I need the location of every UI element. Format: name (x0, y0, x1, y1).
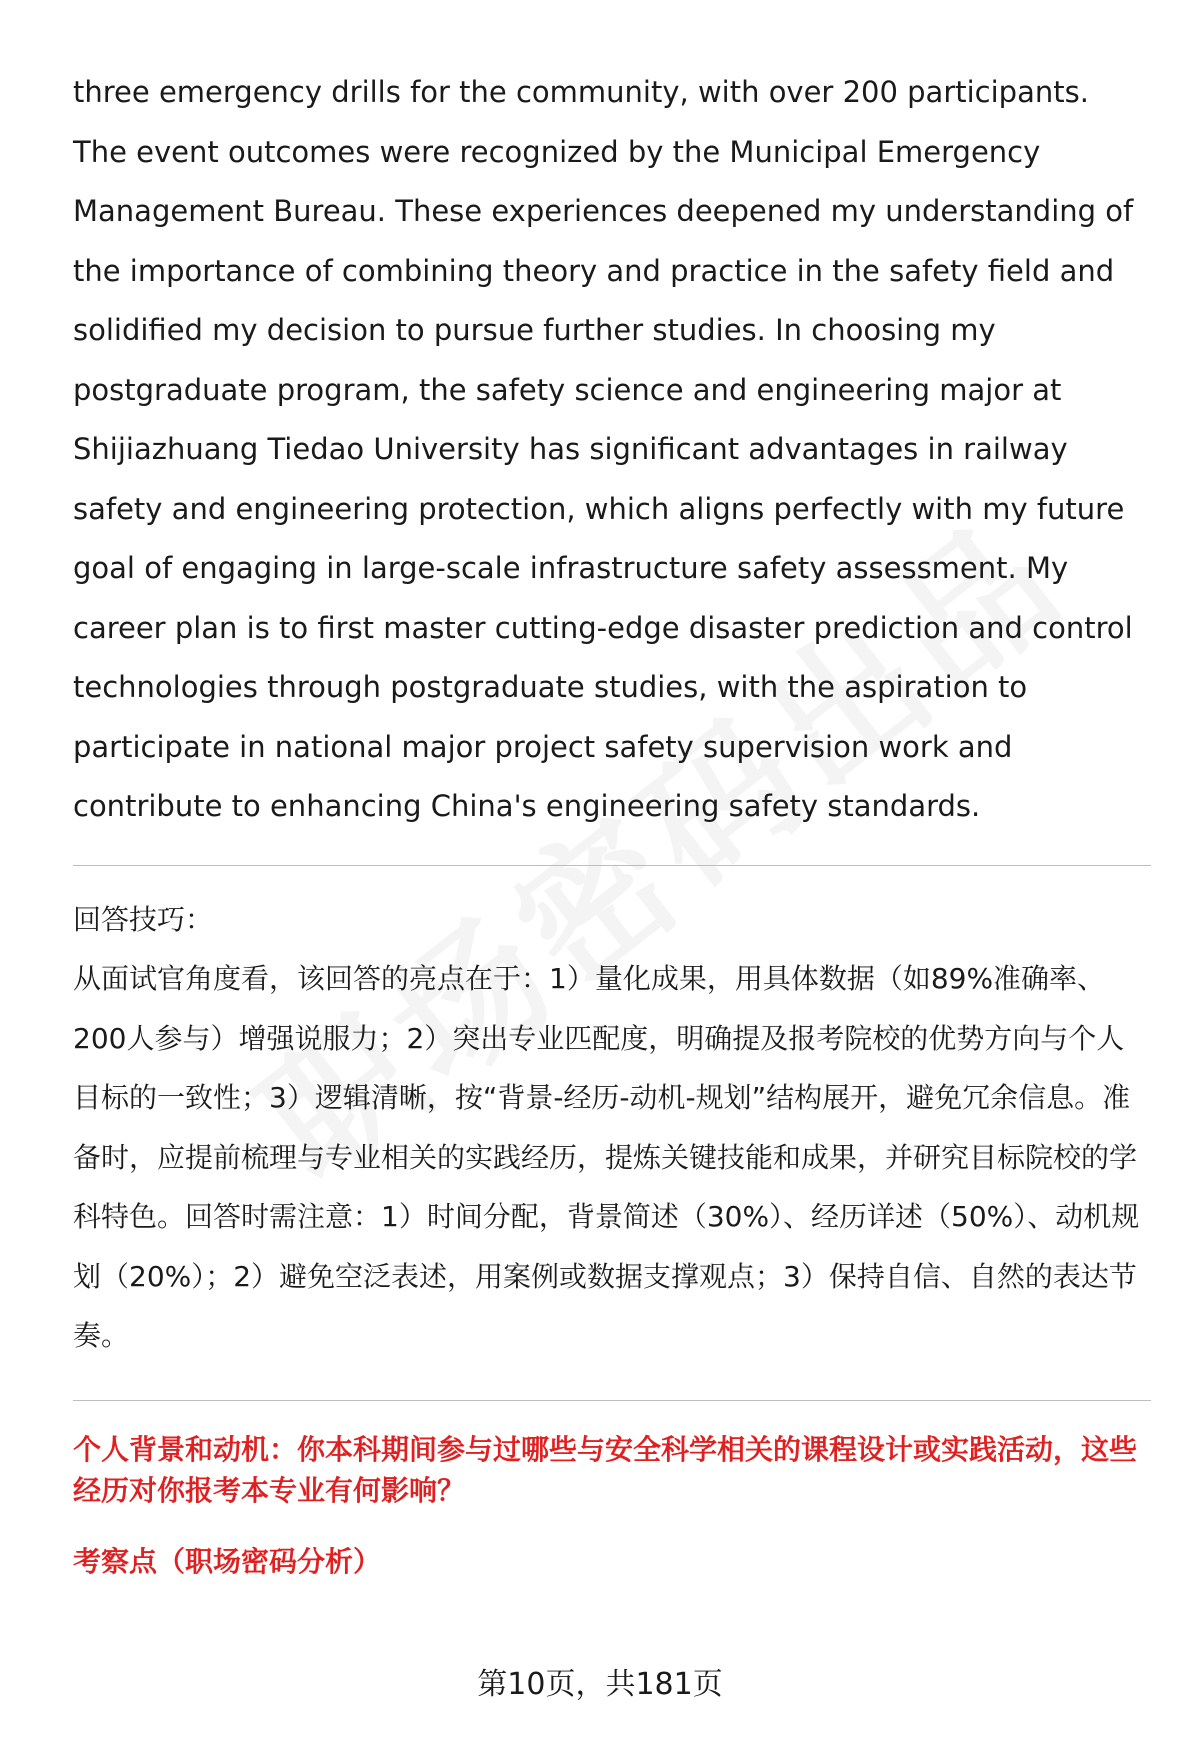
tips-body: 从面试官角度看，该回答的亮点在于：1）量化成果，用具体数据（如89%准确率、200人参与）增强说服力；2）突出专业匹配度，明确提及报考院校的优势方向与个人目标的一致性；3）逻辑清晰，按“背景-经历-动机-规划”结构展开，避免冗余信息。准备时，应提前梳理与专业相关的实践经历，提炼关键技能和成果，并研究目标院校的学科特色。回答时需注意：1）时间分配，背景简述（30%）、经历详述（50%）、动机规划（20%）；2）避免空泛表述，用案例或数据支撑观点；3）保持自信、自然的表达节奏。 (73, 962, 1140, 1352)
section-divider (73, 1400, 1151, 1401)
tips-block (73, 890, 1151, 1366)
answer-continuation-paragraph: three emergency drills for the community, with over 200 participants. The event outcomes were recognized by the Municipal Emergency Management Bureau. These experiences deepened my understanding of the importance of combining theory and practice in the safety field and solidified my decision to pursue further studies. In choosing my postgraduate program, the safety science and engineering major at Shijiazhuang Tiedao University has significant advantages in railway safety and engineering protection, which aligns perfectly with my future goal of engaging in large-scale infrastructure safety assessment. My career plan is to first master cutting-edge disaster prediction and control technologies through postgraduate studies, with the aspiration to participate in national major project safety supervision work and contribute to enhancing China's engineering safety standards. (73, 75, 1134, 823)
tips-heading: 回答技巧： (73, 902, 214, 936)
section-divider (73, 865, 1151, 866)
next-question-heading: 个人背景和动机：你本科期间参与过哪些与安全科学相关的课程设计或实践活动，这些经历对你报考本专业有何影响？ (73, 1432, 1138, 1507)
page-content (73, 63, 1151, 1582)
assessment-points-label: 考察点（职场密码分析） (73, 1544, 382, 1578)
page-indicator: 第10页，共181页 (477, 1667, 723, 1702)
